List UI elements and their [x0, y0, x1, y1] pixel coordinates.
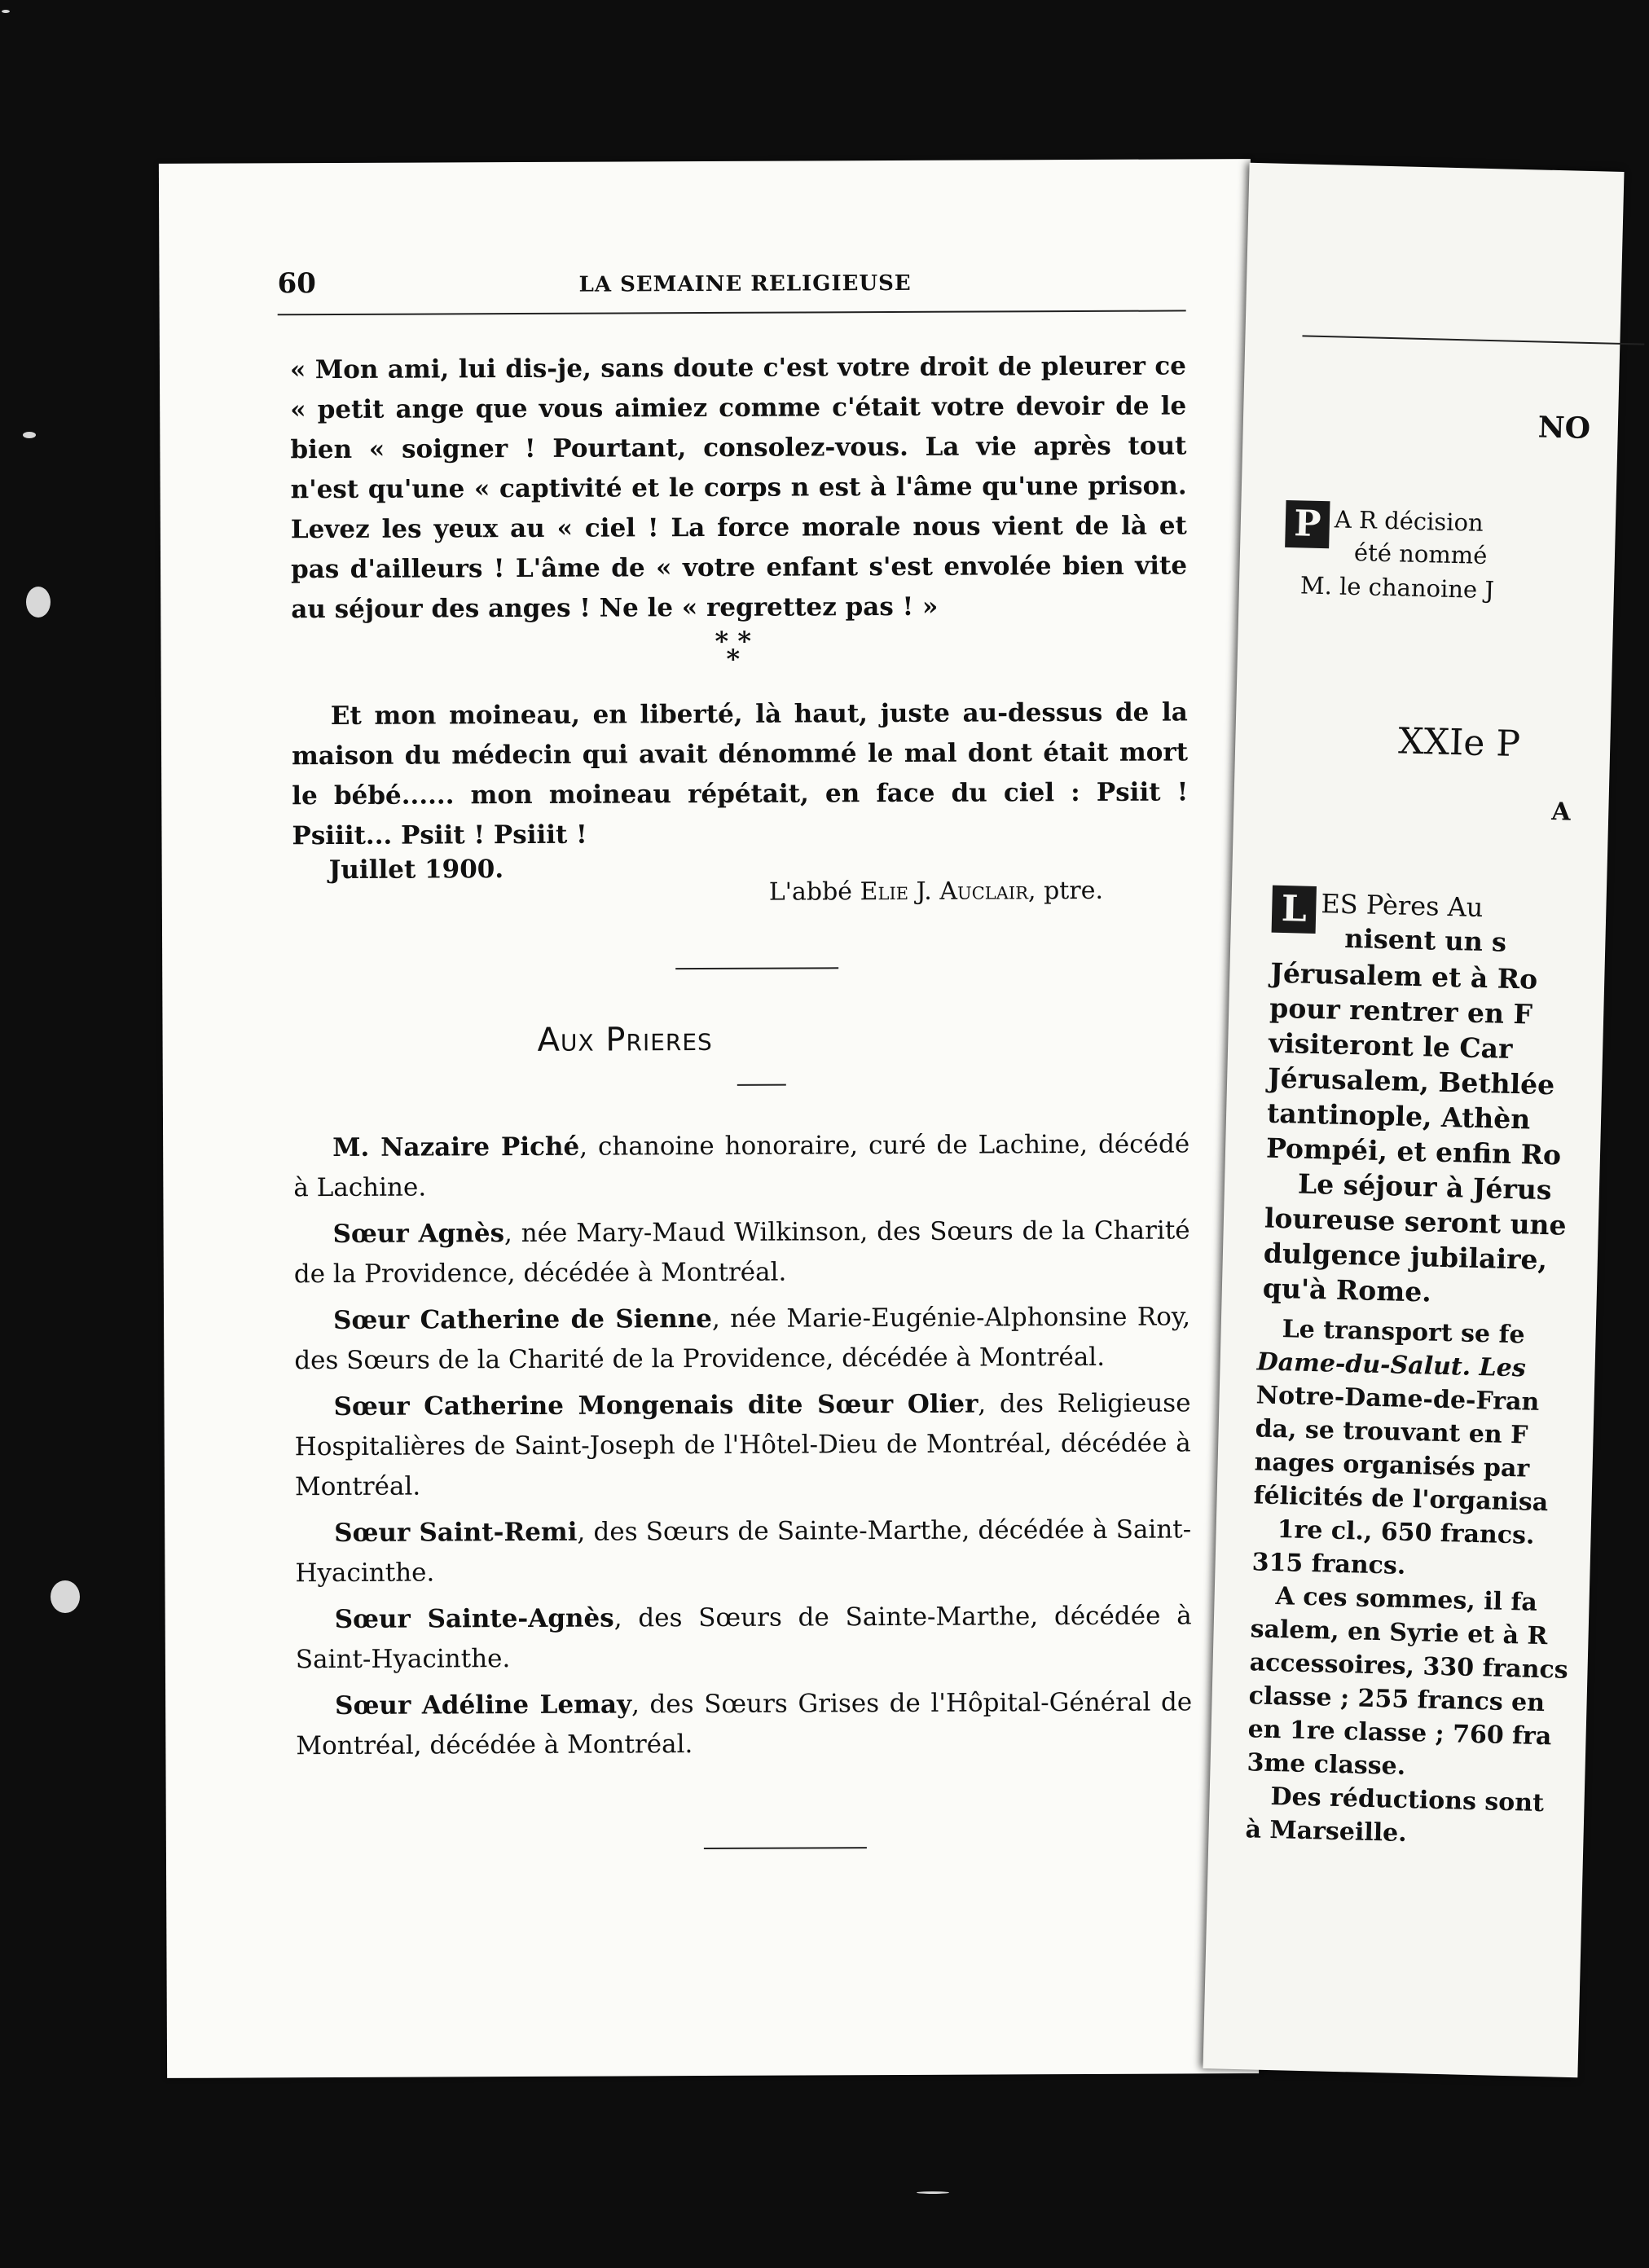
- article-line: da, se trouvant en F: [1255, 1414, 1528, 1450]
- quote-paragraph: « Mon ami, lui dis-je, sans doute c'est votre droit de pleurer ce « petit ange que vous aimiez comme c'était votre devoir de le bien « soigner ! Pourtant, consolez-vous. La vie après tout n'est qu'une « captivité et le corps n est à l'âme qu'une prison. Levez les yeux au « ciel ! La force morale nous vient de là et pas d'ailleurs ! L'âme de « votre enfant s'est envolée bien vite au séjour des anges ! Ne le « regrettez pas ! »: [289, 351, 1188, 625]
- header-rule: [278, 310, 1186, 315]
- notice-line: été nommé: [1353, 538, 1488, 569]
- obituary-name: Sœur Agnès: [332, 1219, 505, 1250]
- article-line: nisent un s: [1343, 922, 1507, 958]
- article-line: 1re cl., 650 francs.: [1277, 1515, 1535, 1550]
- obituary-entry: [294, 1211, 1190, 1294]
- obituary-entry: [296, 1596, 1192, 1680]
- obituary-entry: [293, 1124, 1189, 1208]
- article-line: tantinople, Athèn: [1266, 1097, 1531, 1136]
- notice-line: M. le chanoine J: [1299, 571, 1495, 604]
- obituary-details: , née Mary-Maud Wilkinson, des Sœurs de la Charité de la Providence, décédée à Montréal.: [293, 1215, 1190, 1290]
- section-subheading: A: [1550, 798, 1571, 827]
- obituary-entry: [296, 1682, 1192, 1766]
- article-line: Des réductions sont: [1270, 1782, 1545, 1818]
- article-line: qu'à Rome.: [1262, 1272, 1432, 1308]
- article-line: loureuse seront une: [1264, 1202, 1568, 1242]
- article-dropcap: L: [1272, 886, 1317, 934]
- article-line: Le transport se fe: [1282, 1315, 1525, 1350]
- section-title: Aux Prieres: [537, 1020, 713, 1059]
- article-line: dulgence jubilaire,: [1263, 1237, 1548, 1277]
- running-title: LA SEMAINE RELIGIEUSE: [578, 270, 912, 297]
- article-line: ES Pères Au: [1320, 888, 1484, 924]
- article-line: 3me classe.: [1247, 1748, 1406, 1781]
- article-line: félicités de l'organisa: [1253, 1481, 1549, 1518]
- article-line: accessoires, 330 francs: [1249, 1648, 1569, 1685]
- obituary-entry: [294, 1297, 1190, 1381]
- article-line: en 1re classe ; 760 fra: [1247, 1715, 1552, 1752]
- obituary-details: , des Sœurs de Sainte-Marthe, décédée à Saint-Hyacinthe.: [295, 1601, 1192, 1675]
- obituary-name: Sœur Saint-Remi: [334, 1517, 578, 1549]
- notice-heading: NO: [1537, 410, 1591, 446]
- dust-speck: [23, 432, 36, 438]
- obituary-name: Sœur Catherine de Sienne: [332, 1303, 713, 1336]
- article-line: visiteront le Car: [1268, 1026, 1513, 1065]
- obituary-details: , née Marie-Eugénie-Alphonsine Roy, des Sœurs de la Charité de la Providence, décédée à Montréal.: [294, 1302, 1191, 1376]
- signature-suffix: , ptre.: [1027, 876, 1104, 906]
- section-divider: [675, 967, 838, 969]
- article-line: 315 francs.: [1251, 1548, 1406, 1580]
- article-line: Dame-du-Salut. Les: [1256, 1347, 1527, 1383]
- dust-speck: [26, 587, 51, 618]
- asterism: * * *: [715, 625, 752, 675]
- page-header: [277, 263, 1185, 300]
- obituary-list: [293, 1124, 1192, 1773]
- dust-speck: [2, 10, 10, 13]
- narrative-paragraph: Et mon moineau, en liberté, là haut, juste au-dessus de la maison du médecin qui avait dénommé le mal dont était mort le bébé...... mon moineau répétait, en face du ciel : Psiit ! Psiiit... Psiit ! Psiiit !: [291, 697, 1189, 851]
- right-page: [1203, 163, 1624, 2078]
- signature-prefix: L'abbé: [768, 877, 860, 907]
- page-number: 60: [277, 267, 316, 301]
- notice-line: A R décision: [1334, 505, 1484, 537]
- obituary-entry: [295, 1510, 1191, 1593]
- article-line: Jérusalem et à Ro: [1269, 956, 1538, 996]
- dust-speck: [51, 1580, 80, 1613]
- obituary-name: Sœur Catherine Mongenais dite Sœur Olier: [333, 1389, 978, 1422]
- article-line: pour rentrer en F: [1269, 991, 1533, 1031]
- end-rule: [704, 1847, 867, 1849]
- article-line: Le séjour à Jérus: [1297, 1167, 1552, 1207]
- obituary-details: , des Sœurs de Sainte-Marthe, décédée à Saint-Hyacinthe.: [295, 1514, 1192, 1589]
- notice-dropcap: P: [1285, 500, 1330, 548]
- obituary-name: M. Nazaire Piché: [332, 1132, 580, 1163]
- section-heading: XXIe P: [1397, 720, 1521, 766]
- article-line: Jérusalem, Bethlée: [1267, 1061, 1555, 1101]
- obituary-details: , des Religieuse Hospitalières de Saint-Joseph de l'Hôtel-Dieu de Montréal, décédée à Montréal.: [294, 1388, 1191, 1502]
- dust-speck: [917, 2191, 949, 2194]
- left-page: [159, 159, 1259, 2078]
- obituary-name: Sœur Adéline Lemay: [335, 1690, 632, 1721]
- obituary-details: , des Sœurs Grises de l'Hôpital-Général de Montréal, décédée à Montréal.: [296, 1687, 1193, 1761]
- quote-block: [290, 346, 1187, 630]
- article-line: classe ; 255 francs en: [1248, 1681, 1546, 1718]
- article-line: salem, en Syrie et à R: [1250, 1615, 1548, 1651]
- title-underline: [737, 1084, 786, 1086]
- article-line: A ces sommes, il fa: [1275, 1582, 1538, 1617]
- article-line: à Marseille.: [1245, 1815, 1408, 1848]
- header-rule: [1302, 335, 1644, 345]
- article-body-continued: [1245, 1312, 1616, 1855]
- obituary-details: , chanoine honoraire, curé de Lachine, décédé à Lachine.: [293, 1129, 1190, 1203]
- obituary-name: Sœur Sainte-Agnès: [334, 1603, 614, 1635]
- article-line: nages organisés par: [1254, 1448, 1530, 1483]
- dateline: Juillet 1900.: [328, 855, 504, 886]
- obituary-entry: [294, 1383, 1191, 1507]
- signature: [769, 877, 1103, 907]
- article-body: [1262, 956, 1629, 1315]
- article-line: Notre-Dame-de-Fran: [1255, 1381, 1540, 1417]
- article-line: Pompéi, et enfin Ro: [1265, 1132, 1562, 1171]
- narrative-block: [292, 692, 1189, 856]
- signature-name: Elie J. Auclair: [860, 877, 1029, 907]
